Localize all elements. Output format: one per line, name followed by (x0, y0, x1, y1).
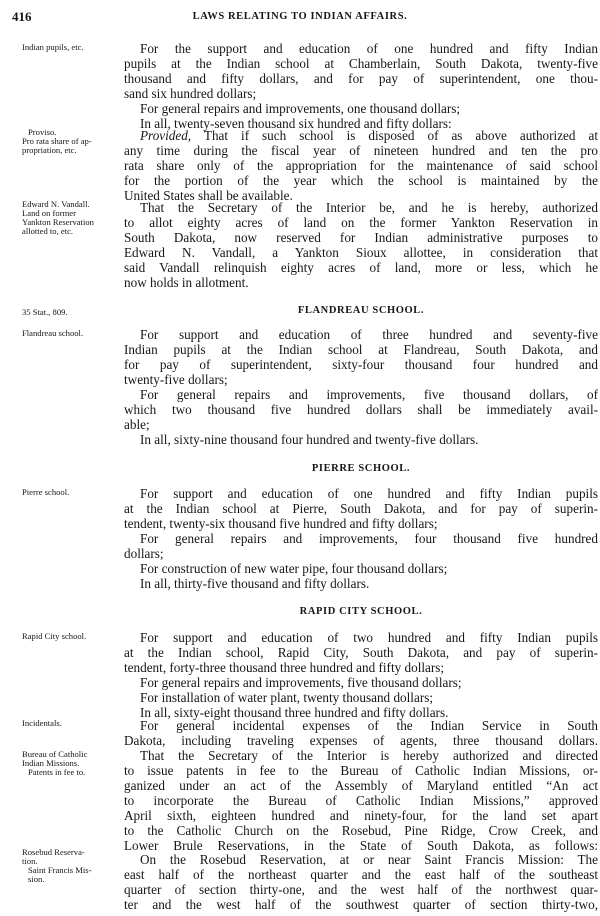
text-line: April sixth, eighteen hundred and ninety-four, for the land set apart (124, 808, 598, 823)
text-line: dollars; (124, 546, 164, 561)
margin-note-stat-35: 35 Stat., 809. (22, 307, 68, 317)
margin-note-rosebud: Rosebud Reserva- tion. (22, 847, 85, 866)
text-line: For general repairs and improvements, five thousand dollars, of (140, 387, 598, 402)
section-heading-flandreau: FLANDREAU SCHOOL. (297, 305, 425, 316)
text-line: east half of the northeast quarter and the east half of the southeast (124, 867, 598, 882)
text-line: said Vandall relinquish eighty acres of land, more or less, which he (124, 260, 598, 275)
text-line: For general repairs and improvements, one thousand dollars; (140, 101, 461, 116)
margin-note-patents: Patents in fee to. (28, 767, 86, 777)
text-line: for the portion of the year which the school is maintained by the (124, 173, 598, 188)
text-line: at the Indian school at Pierre, South Dakota, and for pay of superin- (124, 501, 598, 516)
text-line: sand six hundred dollars; (124, 86, 257, 101)
text-line: Indian pupils at the Indian school at Flandreau, South Dakota, and (124, 342, 598, 357)
text-line: South Dakota, now reserved for Indian administrative purposes to (124, 230, 598, 245)
text-line: tendent, twenty-six thousand five hundred and fifty dollars; (124, 516, 438, 531)
text-line: quarter of section thirty-one, and the west half of the northwest quar- (124, 882, 598, 897)
text-line: to allot eighty acres of land on the former Yankton Reservation in (124, 215, 598, 230)
text-line (140, 128, 598, 143)
page-header (0, 9, 600, 27)
text-line: That the Secretary of the Interior be, and he is hereby, authorized (140, 200, 598, 215)
text-line: In all, sixty-nine thousand four hundred and twenty-five dollars. (140, 432, 479, 447)
text-line: pupils at the Indian school at Chamberlain, South Dakota, twenty-five (124, 56, 598, 71)
text-line: Edward N. Vandall, a Yankton Sioux allottee, in consideration that (124, 245, 598, 260)
text-line: In all, thirty-five thousand and fifty dollars. (140, 576, 370, 591)
text-line: which two thousand five hundred dollars shall be immediately avail- (124, 402, 598, 417)
text-line: For construction of new water pipe, four thousand dollars; (140, 561, 448, 576)
text-line: On the Rosebud Reservation, at or near Saint Francis Mission: The (140, 852, 598, 867)
text-line: For the support and education of one hundred and fifty Indian (140, 41, 598, 56)
section-heading-pierre: PIERRE SCHOOL. (311, 463, 411, 474)
text-line: Lower Brule Reservations, in the State of South Dakota, as follows: (124, 838, 598, 853)
text-line: In all, twenty-seven thousand six hundred and fifty dollars: (140, 116, 452, 131)
margin-note-incidentals: Incidentals. (22, 718, 62, 728)
text-line: For general repairs and improvements, five thousand dollars; (140, 675, 462, 690)
text-line: to issue patents in fee to the Bureau of Catholic Indian Missions, or- (124, 763, 598, 778)
text-line: For support and education of one hundred and fifty Indian pupils (140, 486, 598, 501)
text-line: Dakota, including traveling expenses of agents, three thousand dollars. (124, 733, 598, 748)
section-heading-rapid-city: RAPID CITY SCHOOL. (299, 606, 423, 617)
text-line: any time during the fiscal year of nineteen hundred and ten the pro (124, 143, 598, 158)
running-head: LAWS RELATING TO INDIAN AFFAIRS. (192, 11, 408, 22)
margin-note-saint-francis: Saint Francis Mis- sion. (28, 865, 92, 884)
margin-note-catholic: Bureau of Catholic Indian Missions. (22, 749, 88, 768)
text-line: For support and education of three hundred and seventy-five (140, 327, 598, 342)
text-line: For general repairs and improvements, four thousand five hundred (140, 531, 598, 546)
margin-note-pierre: Pierre school. (22, 487, 70, 497)
text-line: tendent, forty-three thousand three hundred and fifty dollars; (124, 660, 445, 675)
text-line: for pay of superintendent, sixty-four thousand four hundred and (124, 357, 598, 372)
text-line: twenty-five dollars; (124, 372, 228, 387)
text-line: For support and education of two hundred and fifty Indian pupils (140, 630, 598, 645)
text-line: now holds in allotment. (124, 275, 249, 290)
text-line: thousand and fifty dollars, and for pay of superintendent, one thou- (124, 71, 598, 86)
text-line: to the Catholic Church on the Rosebud, Pine Ridge, Crow Creek, and (124, 823, 598, 838)
text-line: to incorporate the Bureau of Catholic Indian Missions,” approved (124, 793, 598, 808)
margin-note-proviso: Proviso. (28, 127, 57, 137)
text-line: ganized under an act of the Assembly of Maryland entitled “An act (124, 778, 598, 793)
page-number: 416 (12, 9, 32, 24)
text-line: For general incidental expenses of the Indian Service in South (140, 718, 598, 733)
text-line: ter and the west half of the southwest quarter of section thirty-two, (124, 897, 598, 912)
text-line: In all, sixty-eight thousand three hundred and fifty dollars. (140, 705, 449, 720)
margin-note-vandall: Edward N. Vandall. Land on former Yankton Reservation allotted to, etc. (22, 199, 94, 236)
margin-note-indian-pupils: Indian pupils, etc. (22, 42, 84, 52)
text-line: United States shall be available. (124, 188, 293, 203)
text-line: rata share only of the appropriation for the maintenance of said school (124, 158, 598, 173)
text-line: For installation of water plant, twenty thousand dollars; (140, 690, 434, 705)
margin-note-rapid-city: Rapid City school. (22, 631, 87, 641)
margin-note-pro-rata: Pro rata share of ap- propriation, etc. (22, 136, 92, 155)
text-line: That the Secretary of the Interior is hereby authorized and directed (140, 748, 598, 763)
text-line-rest: That if such school is disposed of as above authorized at (191, 128, 598, 143)
text-line: at the Indian school, Rapid City, South Dakota, and pay of superin- (124, 645, 598, 660)
proviso-italic: Provided, (140, 128, 192, 143)
margin-note-flandreau: Flandreau school. (22, 328, 84, 338)
text-line: able; (124, 417, 150, 432)
